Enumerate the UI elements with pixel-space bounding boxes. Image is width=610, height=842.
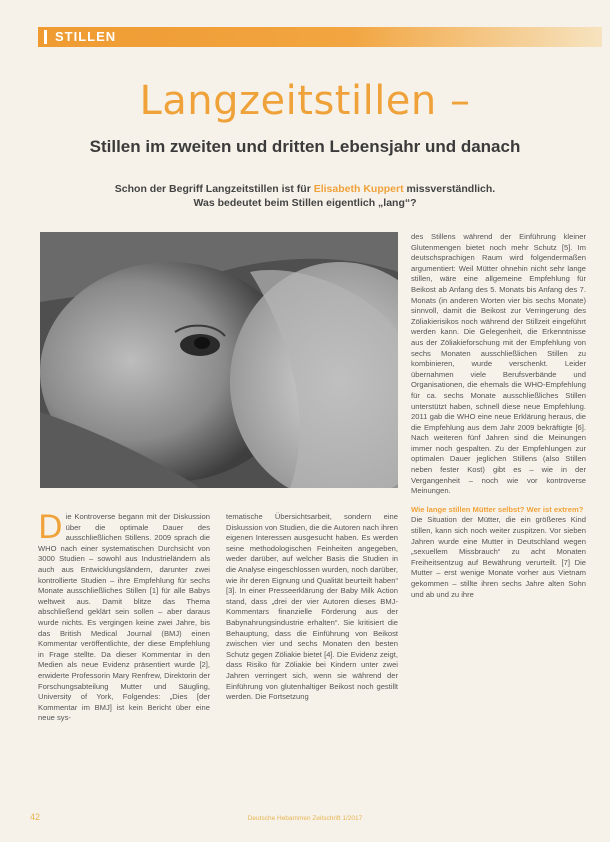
article-column-3 [411,232,586,600]
lead-text-before: Schon der Begriff Langzeitstillen ist für [114,183,314,195]
breastfeeding-photo [40,232,398,488]
drop-cap: D [38,508,63,546]
page-footer: Deutsche Hebammen Zeitschrift 1/2017 [247,815,363,822]
section-subhead: Wie lange stillen Mütter selbst? Wer ist extrem? [411,504,584,514]
column-3b-text: Die Situation der Mütter, die ein größeres Kind stillen, kann sich noch weiter zuspitzen. Vor sieben Jahren wurde eine Mutter in Deutschland wegen „sexuellem Missbrauch“ zu acht Monaten Freiheitsentzug auf Bewährung verurteilt. [7] Die Mutter – erst wenige Monate vorher aus Vietnam gekommen – stillte ihren sechs Jahre alten Sohn und ab und zu ihre [411,515,586,599]
article-subtitle: Stillen im zweiten und dritten Lebensjahr und danach [89,137,521,156]
article-column-2 [226,512,398,703]
section-banner [38,27,602,47]
lead-question: Was bedeutet beim Stillen eigentlich „lang“? [193,197,417,209]
column-1-text: ie Kontroverse begann mit der Diskussion über die optimale Dauer des ausschließlichen Stillens. 2009 sprach die WHO nach einer systematischen Durchsicht von 3000 Studien – sowohl aus Industrieländern als auch aus Entwicklungsländern, darunter zwei kontrollierte Studien – ihre Empfehlung für sechs Monate ausschließliches Stillen [1] für alle Babys weltweit aus. Damit blitze das Thema abschließend geklärt sein sollen – aber daraus wurde nichts. Es vergingen keine zwei Jahre, bis das British Medical Journal (BMJ) einen Kommentar veröffentlichte, der diese Empfehlung in Frage stellte. Da dieser Kommentar in den Medien als neue Evidenz präsentiert wurde [2], erwiderte Professorin Mary Renfrew, Direktorin der Forschungsabteilung Mutter und Säugling, University of York, Folgendes: „Dies [der Kommentar im BMJ] ist kein Bericht über eine neue sys- [38,512,210,723]
article-lead [60,182,550,210]
photo-image [40,232,398,488]
article-title: Langzeitstillen – [139,78,471,124]
column-2-text: tematische Übersichtsarbeit, sondern eine Diskussion von Studien, die die Autoren nach ihren eigenen Interessen ausgesucht haben. Es werden seine methodologischen Feinheiten angegeben, weder darüber, auf welcher Basis die Studien in die Analyse eingeschlossen wurden, noch darüber, wie ihr deren Eignung und Qualität beurteilt haben“ [3]. In einer Presseerklärung der Baby Milk Action stand, dass „drei der vier Autoren dieses BMJ-Kommentars finanzielle Förderung aus der Babynahrungsindustrie erhalten“. Sie kritisiert die Behauptung, dass die Einführung von Beikost zwischen vier und sechs Monaten den besten Schutz gegen Zöliakie bietet [4]. Die Evidenz zeigt, dass Risiko für Zöliakie bei Kindern unter zwei Jahren verringert sich, wenn sie während der Einführung von glutenhaltiger Beikost noch gestillt werden. Die Fortsetzung [226,512,398,702]
banner-bar [44,30,47,44]
lead-text-after: missverständlich. [403,183,496,195]
section-label: STILLEN [55,29,117,44]
author-name: Elisabeth Kuppert [313,183,404,195]
column-3-text: des Stillens während der Einführung kleiner Glutenmengen bietet noch mehr Schutz [5]. Im deutschsprachigen Raum wird folgendermaßen argumentiert: Weil Mütter ohnehin nicht sehr lange stillen, wäre eine allgemeine Empfehlung für Beikost ab Anfang des 5. Monats bis Anfang des 7. Monats (in anderen Worten vier bis sechs Monate) sinnvoll, damit die Beikost zur Verringerung des Zöliakierisikos noch während der Stillzeit eingeführt werden kann. Die Gelegenheit, die Erkenntnisse aus der Zöliakieforschung mit der Empfehlung von sechs Monaten ausschließlichen Stillen zu kombinieren, wurde verschenkt. Leider übernahmen viele Berufsverbände und Organisationen, die ehemals die WHO-Empfehlung für ca. sechs Monate ausschließliches Stillen unterstützt haben, schnell diese neue Empfehlung. 2011 gab die WHO eine neue Erklärung heraus, die die Empfehlung aus dem Jahr 2009 bekräftigte [6]. Nach weiteren fünf Jahren sind die Meinungen immer noch gespalten. Zu der Empfehlungen zur optimalen Dauer jeglichen Stillens (also Stillen neben fester Kost) gibt es – wie in der Vergangenheit – noch wie vor kontroverse Meinungen. [411,232,586,496]
article-column-1 [38,508,210,724]
page-number: 42 [30,812,41,822]
